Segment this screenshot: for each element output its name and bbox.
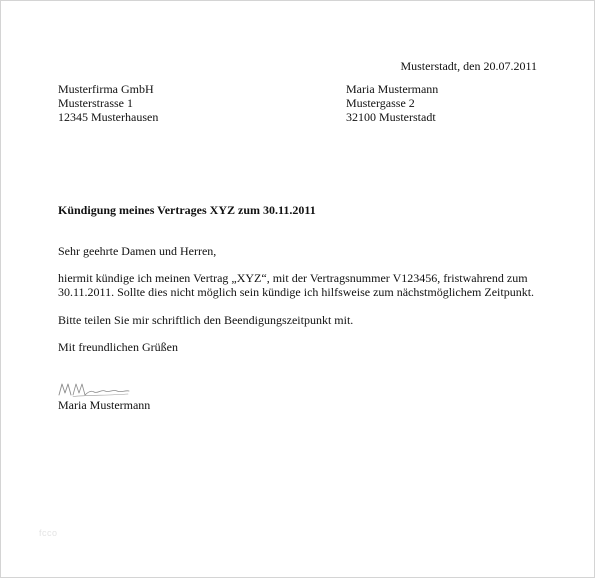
sender-address <box>58 82 158 124</box>
subject-line: Kündigung meines Vertrages XYZ zum 30.11.2011 <box>58 203 316 217</box>
salutation: Sehr geehrte Damen und Herren, <box>58 244 217 258</box>
closing: Mit freundlichen Grüßen <box>58 340 178 354</box>
place-date: Musterstadt, den 20.07.2011 <box>400 59 537 73</box>
sender-street: Musterstrasse 1 <box>58 96 133 110</box>
recipient-address <box>346 82 438 124</box>
watermark-text: fcco <box>39 528 58 538</box>
body-paragraph-1-line-2: 30.11.2011. Sollte dies nicht möglich sein kündige ich hilfsweise zum nächstmöglichem Zeitpunkt. <box>58 285 535 299</box>
recipient-name: Maria Mustermann <box>346 82 439 96</box>
recipient-street: Mustergasse 2 <box>346 96 415 110</box>
signer-name: Maria Mustermann <box>58 398 151 412</box>
body-paragraph-1-line-1: hiermit kündige ich meinen Vertrag „XYZ“, mit der Vertragsnummer V123456, fristwahrend zum <box>58 271 528 285</box>
sender-city: 12345 Musterhausen <box>58 110 159 124</box>
body-paragraph-2: Bitte teilen Sie mir schriftlich den Beendigungszeitpunkt mit. <box>58 313 354 327</box>
sender-company: Musterfirma GmbH <box>58 82 154 96</box>
handwritten-signature <box>58 378 130 398</box>
body-paragraph-1 <box>58 271 534 299</box>
recipient-city: 32100 Musterstadt <box>346 110 436 124</box>
